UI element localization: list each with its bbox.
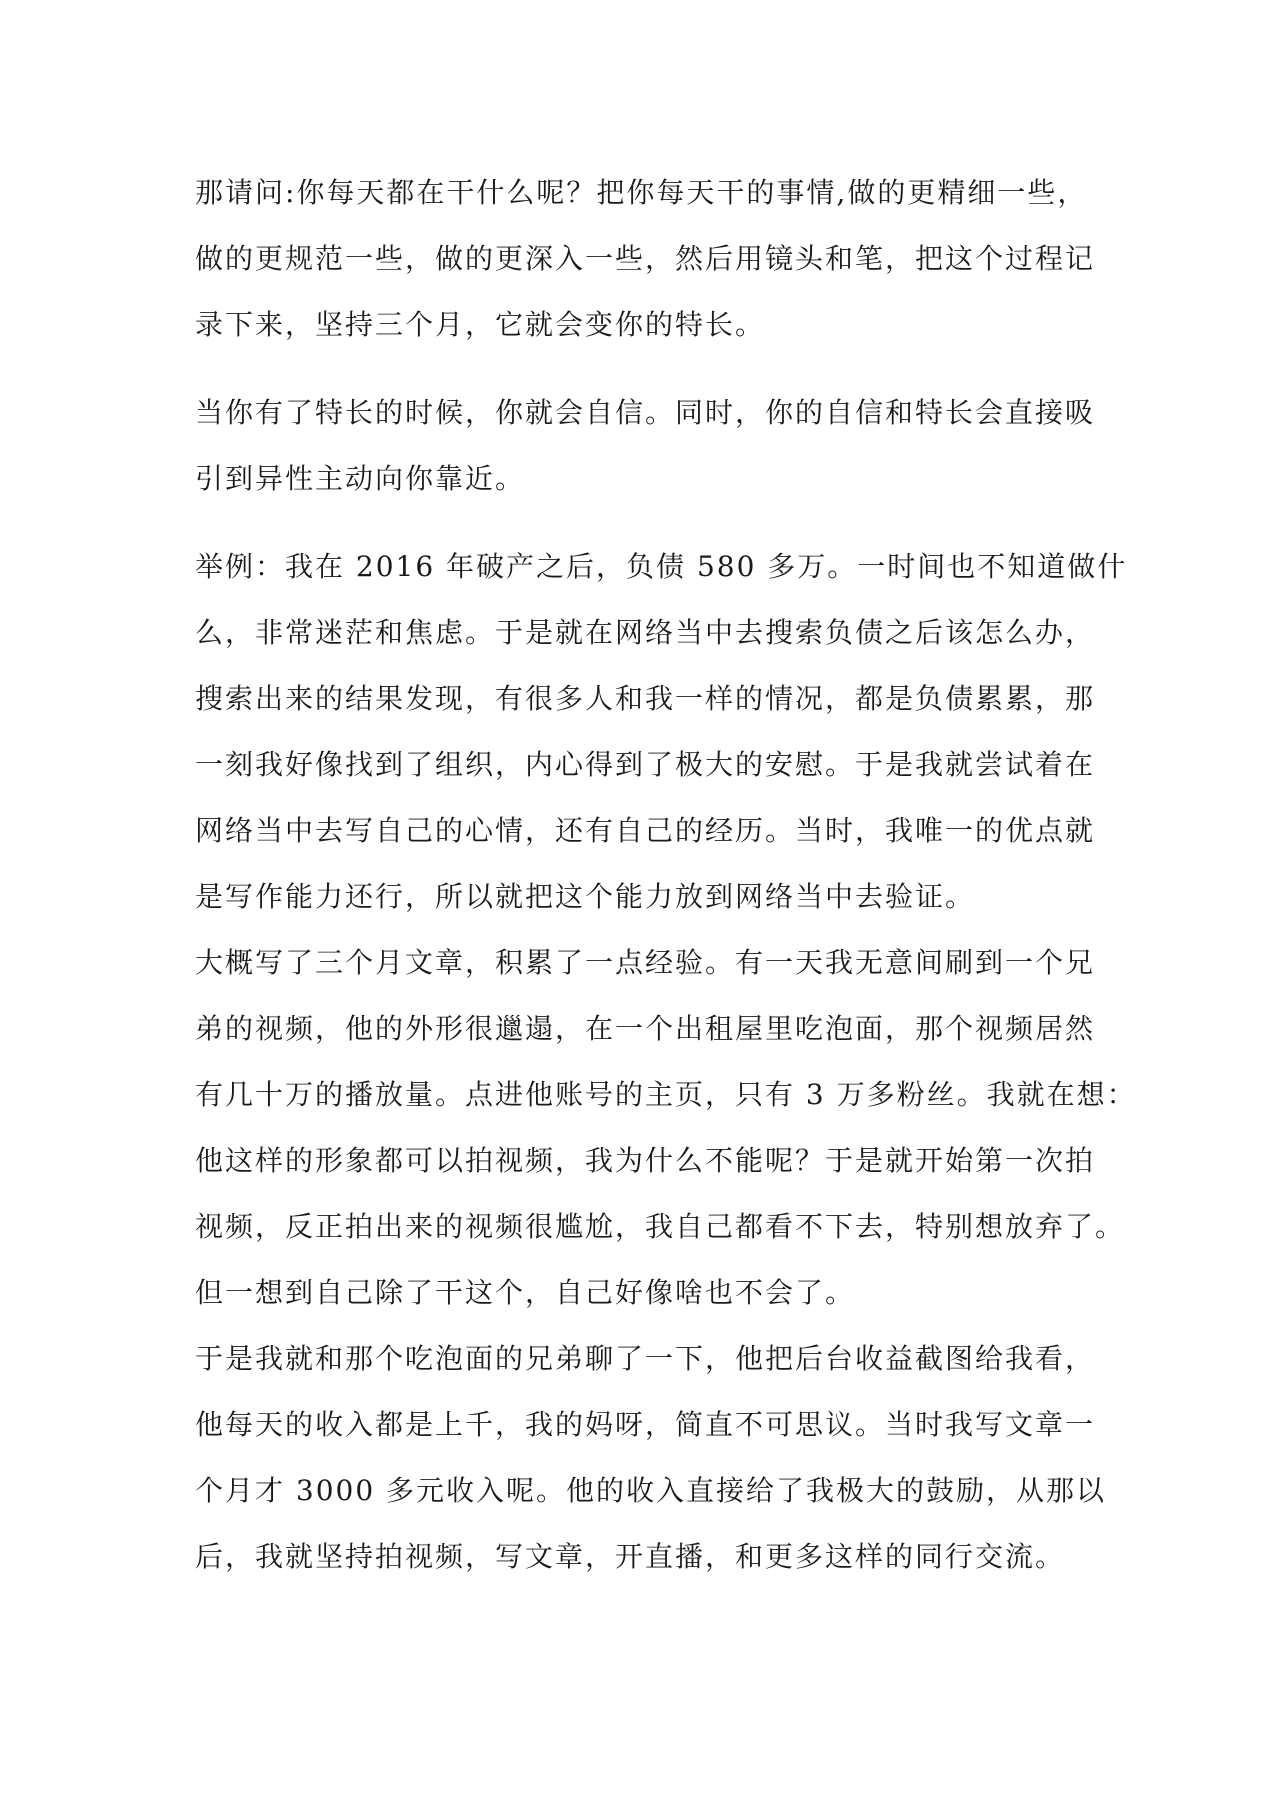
text-line: 录下来，坚持三个月，它就会变你的特长。 [195,308,766,341]
text-line: 后，我就坚持拍视频，写文章，开直播，和更多这样的同行交流。 [195,1540,1066,1573]
text-line: 大概写了三个月文章，积累了一点经验。有一天我无意间刷到一个兄 [195,946,1096,979]
text-line: 么，非常迷茫和焦虑。于是就在网络当中去搜索负债之后该怎么办， [195,616,1096,649]
text-line: 搜索出来的结果发现，有很多人和我一样的情况，都是负债累累，那 [195,682,1096,715]
text-line: 那请问:你每天都在干什么呢？把你每天干的事情,做的更精细一些， [195,176,1088,209]
text-line: 网络当中去写自己的心情，还有自己的经历。当时，我唯一的优点就 [195,814,1096,847]
text-line: 举例：我在 2016 年破产之后，负债 580 多万。一时间也不知道做什 [195,550,1128,583]
paragraph-2 [195,380,1096,512]
text-line: 是写作能力还行，所以就把这个能力放到网络当中去验证。 [195,880,976,913]
text-line: 视频，反正拍出来的视频很尴尬，我自己都看不下去，特别想放弃了。 [195,1210,1126,1243]
text-line: 一刻我好像找到了组织，内心得到了极大的安慰。于是我就尝试着在 [195,748,1096,781]
paragraph-5 [195,1326,1107,1590]
text-line: 但一想到自己除了干这个，自己好像啥也不会了。 [195,1276,856,1309]
text-line: 他每天的收入都是上千，我的妈呀，简直不可思议。当时我写文章一 [195,1408,1096,1441]
document-body [195,160,1137,1590]
text-line: 做的更规范一些，做的更深入一些，然后用镜头和笔，把这个过程记 [195,242,1096,275]
text-line: 他这样的形象都可以拍视频，我为什么不能呢？于是就开始第一次拍 [195,1144,1096,1177]
text-line: 于是我就和那个吃泡面的兄弟聊了一下，他把后台收益截图给我看， [195,1342,1096,1375]
paragraph-3 [195,534,1128,930]
paragraph-4 [195,930,1137,1326]
text-line: 当你有了特长的时候，你就会自信。同时，你的自信和特长会直接吸 [195,396,1096,429]
text-line: 引到异性主动向你靠近。 [195,462,526,495]
paragraph-1 [195,160,1096,358]
text-line: 有几十万的播放量。点进他账号的主页，只有 3 万多粉丝。我就在想： [195,1078,1137,1111]
text-line: 弟的视频，他的外形很邋遢，在一个出租屋里吃泡面，那个视频居然 [195,1012,1096,1045]
text-line: 个月才 3000 多元收入呢。他的收入直接给了我极大的鼓励，从那以 [195,1474,1107,1507]
